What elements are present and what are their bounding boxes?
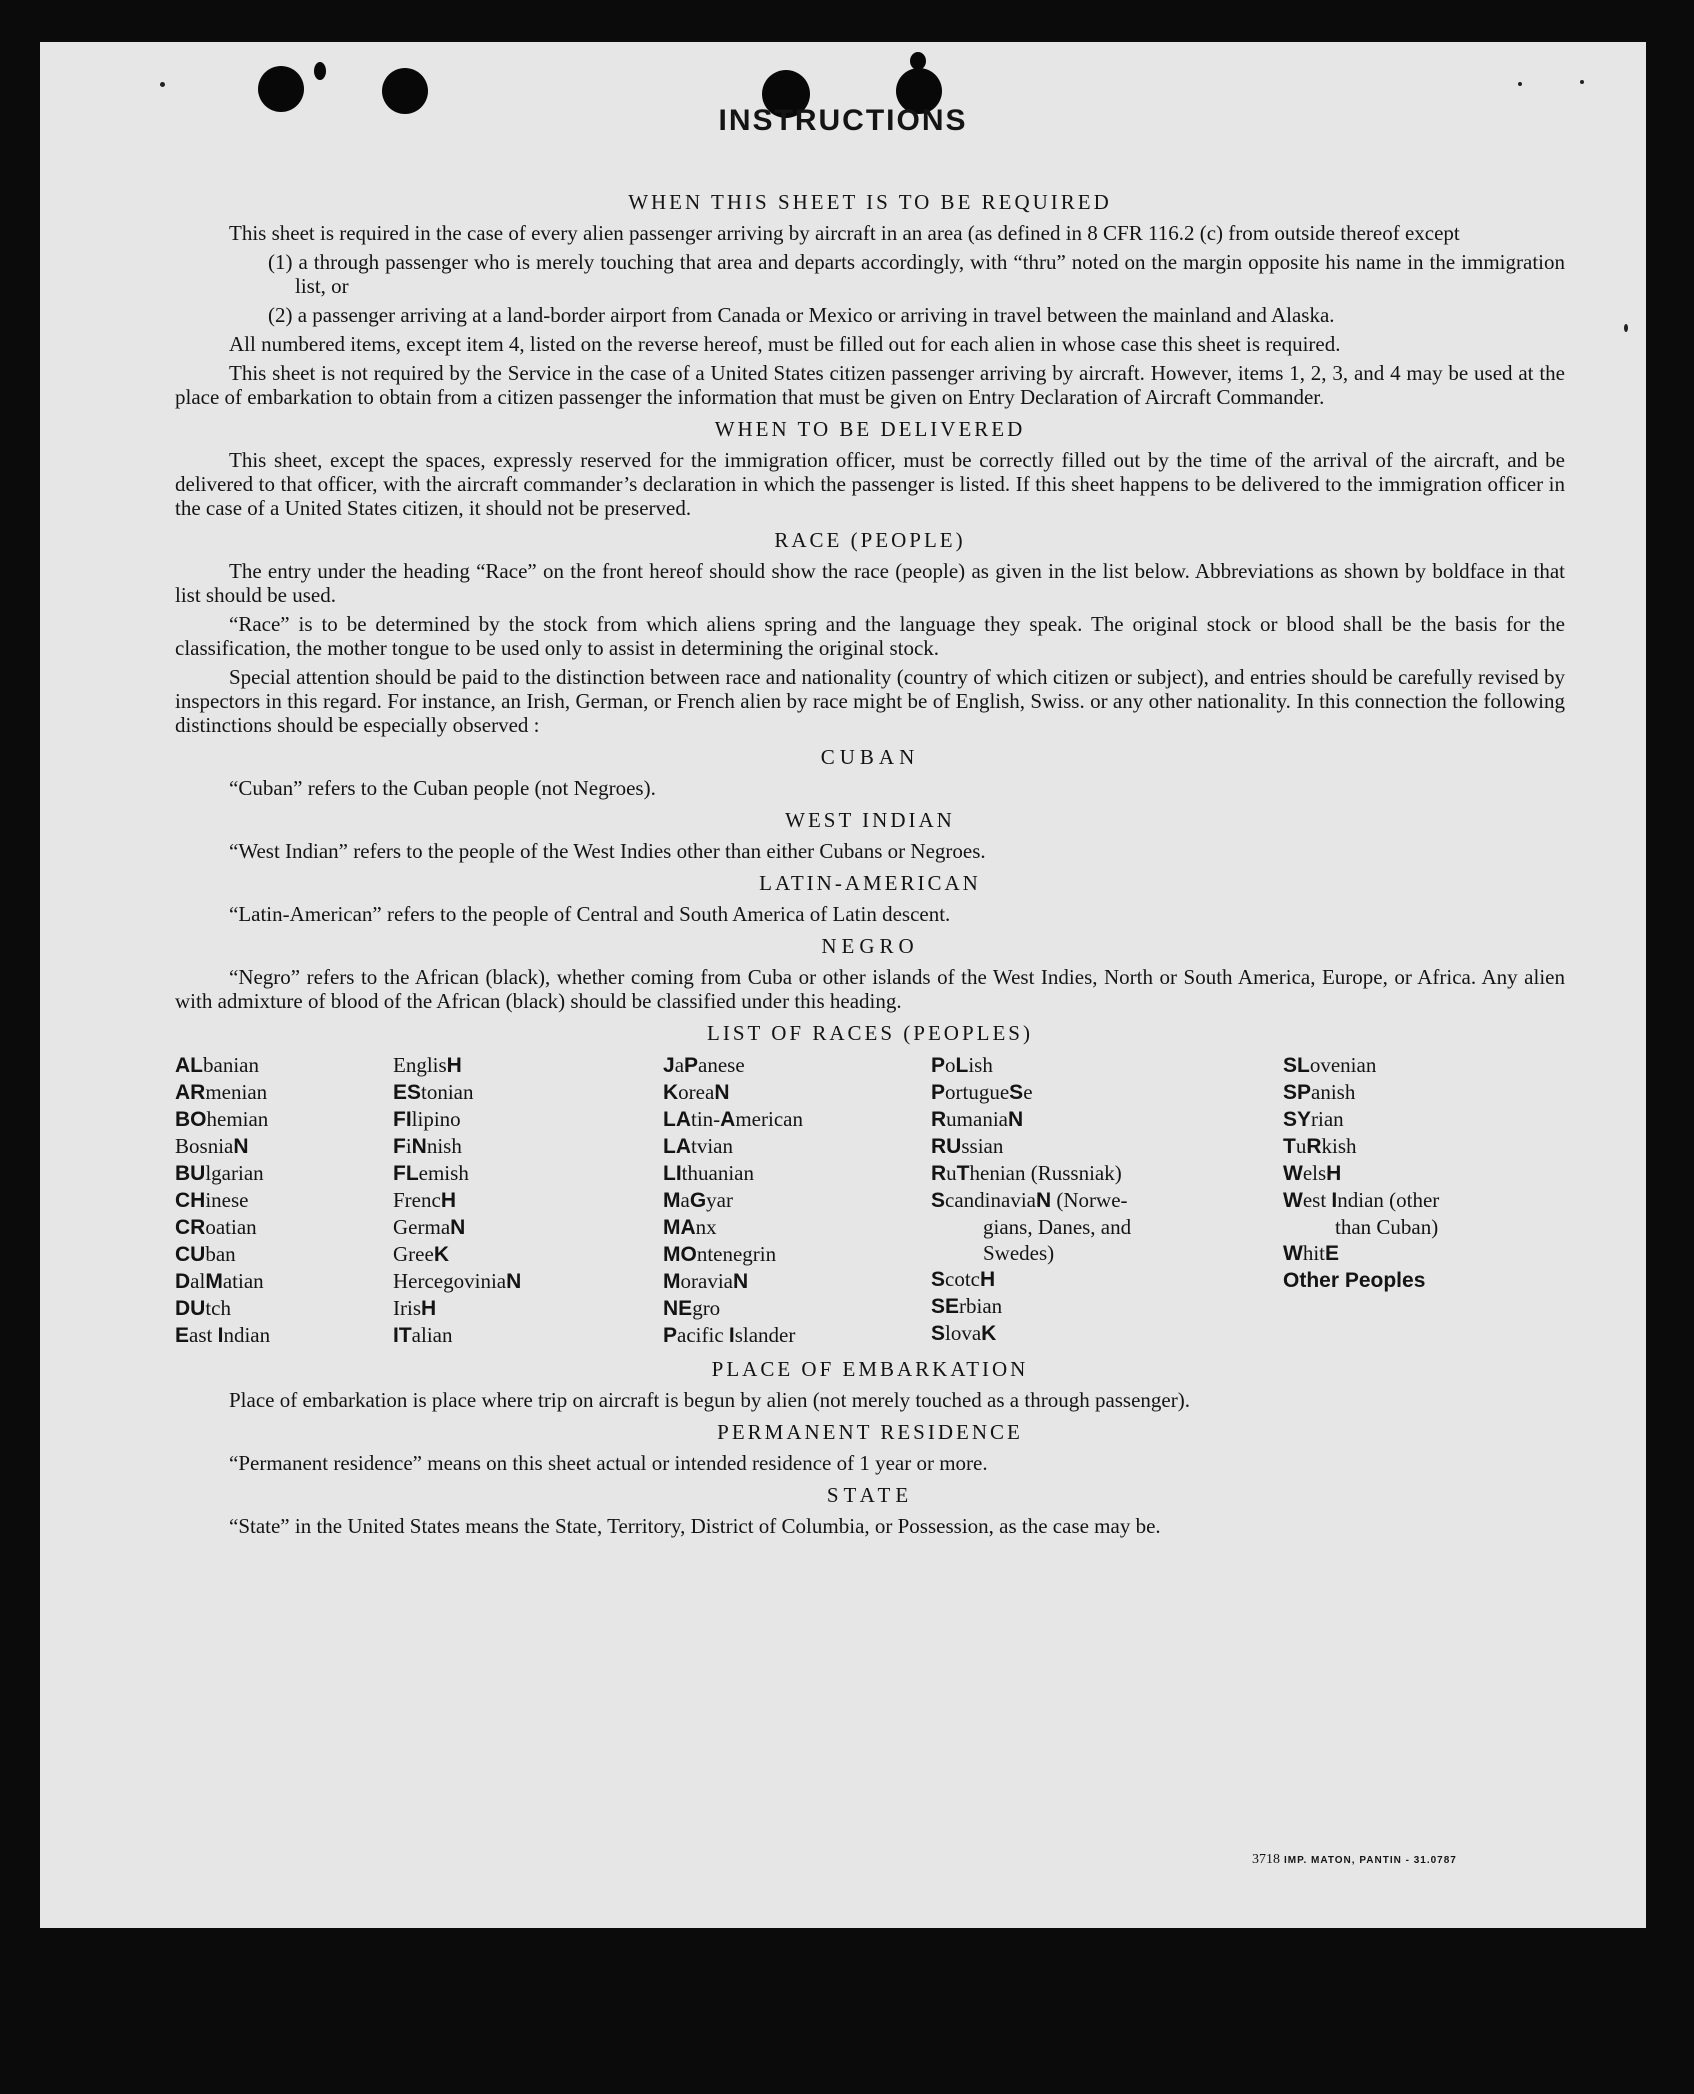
race-entry: CHinese <box>175 1188 249 1212</box>
heading-latin-american: LATIN-AMERICAN <box>759 871 981 895</box>
race-entry: than Cuban) <box>1335 1215 1439 1239</box>
race-entry: SLovenian <box>1283 1053 1377 1077</box>
race-column-4 <box>931 1052 1283 1349</box>
form-number: 3718 <box>1252 1852 1280 1867</box>
race-entry: Other Peoples <box>1283 1269 1426 1292</box>
race-entry: Pacific Islander <box>663 1323 796 1347</box>
race-entry: East Indian <box>175 1323 271 1347</box>
race-entry: RumaniaN <box>931 1107 1024 1131</box>
race-entry: HercegoviniaN <box>393 1269 522 1293</box>
paragraph: “Latin-American” refers to the people of Central and South America of Latin descent. <box>229 902 951 926</box>
race-column-1 <box>175 1052 393 1349</box>
heading-west-indian: WEST INDIAN <box>785 808 955 832</box>
scan-speck <box>160 82 165 87</box>
race-entry: WelsH <box>1283 1161 1342 1185</box>
race-entry: GermaN <box>393 1215 466 1239</box>
race-entry: RuThenian (Russniak) <box>931 1161 1122 1185</box>
race-entry: TuRkish <box>1283 1134 1357 1158</box>
race-entry: GreeK <box>393 1242 449 1266</box>
heading-when-required: WHEN THIS SHEET IS TO BE REQUIRED <box>628 190 1112 214</box>
scan-speck <box>1580 80 1584 84</box>
race-entry: SPanish <box>1283 1080 1356 1104</box>
race-entry: SlovaK <box>931 1321 997 1345</box>
race-column-5 <box>1283 1052 1523 1349</box>
race-entry: FiNnish <box>393 1134 462 1158</box>
race-entry: FrencH <box>393 1188 456 1212</box>
heading-cuban: CUBAN <box>820 745 920 769</box>
page-title: INSTRUCTIONS <box>718 104 968 137</box>
race-entry: ITalian <box>393 1323 453 1347</box>
race-entry: LAtvian <box>663 1134 733 1158</box>
race-entry: BosniaN <box>175 1134 249 1158</box>
scan-speck <box>1624 324 1628 332</box>
race-entry: MaGyar <box>663 1188 733 1212</box>
race-entry: ScandinaviaN (Norwe- <box>931 1188 1128 1212</box>
race-entry: ScotcH <box>931 1267 996 1291</box>
race-entry: MoraviaN <box>663 1269 749 1293</box>
paragraph: “West Indian” refers to the people of the West Indies other than either Cubans or Negroes. <box>229 839 986 863</box>
race-entry: ALbanian <box>175 1053 259 1077</box>
race-entry: RUssian <box>931 1134 1004 1158</box>
race-entry: SErbian <box>931 1294 1003 1318</box>
race-entry: EnglisH <box>393 1053 462 1077</box>
paragraph: “Race” is to be determined by the stock from which aliens spring and the language they speak. The original stock or blood shall be the basis for the classification, the mother tongue to be used only to assist in determining the original stock. <box>175 612 1565 660</box>
paragraph: “Cuban” refers to the Cuban people (not Negroes). <box>229 776 656 800</box>
document-page <box>40 42 1646 1928</box>
race-entry: JaPanese <box>663 1053 745 1077</box>
race-list-table <box>175 1052 1565 1349</box>
race-entry: ARmenian <box>175 1080 268 1104</box>
race-entry: MOntenegrin <box>663 1242 777 1266</box>
heading-when-delivered: WHEN TO BE DELIVERED <box>714 417 1026 441</box>
race-entry: EStonian <box>393 1080 474 1104</box>
race-entry: DalMatian <box>175 1269 264 1293</box>
paragraph: The entry under the heading “Race” on the front hereof should show the race (people) as given in the list below. Abbreviations as shown by boldface in that list should be used. <box>175 559 1565 607</box>
paragraph: All numbered items, except item 4, listed on the reverse hereof, must be filled out for each alien in whose case this sheet is required. <box>229 332 1341 356</box>
paragraph: This sheet is not required by the Service in the case of a United States citizen passenger arriving by aircraft. However, items 1, 2, 3, and 4 may be used at the place of embarkation to obtain from a citizen passenger the information that must be given on Entry Declaration of Aircraft Commander. <box>175 361 1565 409</box>
race-entry: IrisH <box>393 1296 437 1320</box>
scan-speck <box>1518 82 1522 86</box>
paragraph: “Permanent residence” means on this sheet actual or intended residence of 1 year or more. <box>229 1451 988 1475</box>
paragraph: This sheet, except the spaces, expressly reserved for the immigration officer, must be correctly filled out by the time of the arrival of the aircraft, and be delivered to that officer, with the aircraft commander’s declaration in which the passenger is listed. If this sheet happens to be delivered to the immigration officer in the case of a United States citizen, it should not be preserved. <box>175 448 1565 520</box>
printer-imprint <box>1252 1852 1457 1868</box>
race-entry: SYrian <box>1283 1107 1344 1131</box>
heading-list-of-races: LIST OF RACES (PEOPLES) <box>707 1021 1033 1045</box>
paragraph: Special attention should be paid to the distinction between race and nationality (country of which citizen or subject), and entries should be carefully revised by inspectors in this regard. For instance, an Irish, German, or French alien by race might be of English, Swiss. or any other nationality. In this connection the following distinctions should be especially observed : <box>175 665 1565 737</box>
punch-hole-2 <box>314 62 326 80</box>
paragraph: “Negro” refers to the African (black), whether coming from Cuba or other islands of the West Indies, North or South America, Europe, or Africa. Any alien with admixture of blood of the African (black) should be classified under this heading. <box>175 965 1565 1013</box>
race-entry: MAnx <box>663 1215 717 1239</box>
heading-state: STATE <box>826 1483 914 1507</box>
race-entry: FLemish <box>393 1161 469 1185</box>
list-item: (2) a passenger arriving at a land-border airport from Canada or Mexico or arriving in travel between the mainland and Alaska. <box>268 303 1335 327</box>
race-column-2 <box>393 1052 663 1349</box>
heading-negro: NEGRO <box>821 934 919 958</box>
race-entry: PoLish <box>931 1053 993 1077</box>
paragraph: This sheet is required in the case of every alien passenger arriving by aircraft in an area (as defined in 8 CFR 116.2 (c) from outside thereof except <box>229 221 1460 245</box>
instructions-body <box>175 182 1565 1543</box>
heading-permanent-residence: PERMANENT RESIDENCE <box>717 1420 1023 1444</box>
punch-hole-6 <box>910 52 926 70</box>
race-entry: LIthuanian <box>663 1161 754 1185</box>
heading-race: RACE (PEOPLE) <box>774 528 966 552</box>
race-entry: KoreaN <box>663 1080 730 1104</box>
paragraph: Place of embarkation is place where trip on aircraft is begun by alien (not merely touched as a through passenger). <box>229 1388 1190 1412</box>
race-entry: PortugueSe <box>931 1080 1033 1104</box>
race-entry: WhitE <box>1283 1241 1340 1265</box>
race-entry: Swedes) <box>983 1241 1055 1265</box>
race-entry: BOhemian <box>175 1107 269 1131</box>
heading-embarkation: PLACE OF EMBARKATION <box>711 1357 1029 1381</box>
race-entry: FIlipino <box>393 1107 461 1131</box>
printer-name: IMP. MATON, PANTIN - 31.0787 <box>1284 1855 1457 1866</box>
race-entry: LAtin-American <box>663 1107 803 1131</box>
race-column-3 <box>663 1052 931 1349</box>
race-entry: CUban <box>175 1242 236 1266</box>
race-entry: gians, Danes, and <box>983 1215 1132 1239</box>
list-item: (1) a through passenger who is merely touching that area and departs accordingly, with “thru” noted on the margin opposite his name in the immigration list, or <box>268 250 1565 298</box>
race-entry: BUlgarian <box>175 1161 264 1185</box>
race-entry: West Indian (other <box>1283 1188 1440 1212</box>
race-entry: DUtch <box>175 1296 231 1320</box>
race-entry: CRoatian <box>175 1215 257 1239</box>
paragraph: “State” in the United States means the State, Territory, District of Columbia, or Possession, as the case may be. <box>229 1514 1161 1538</box>
race-entry: NEgro <box>663 1296 721 1320</box>
